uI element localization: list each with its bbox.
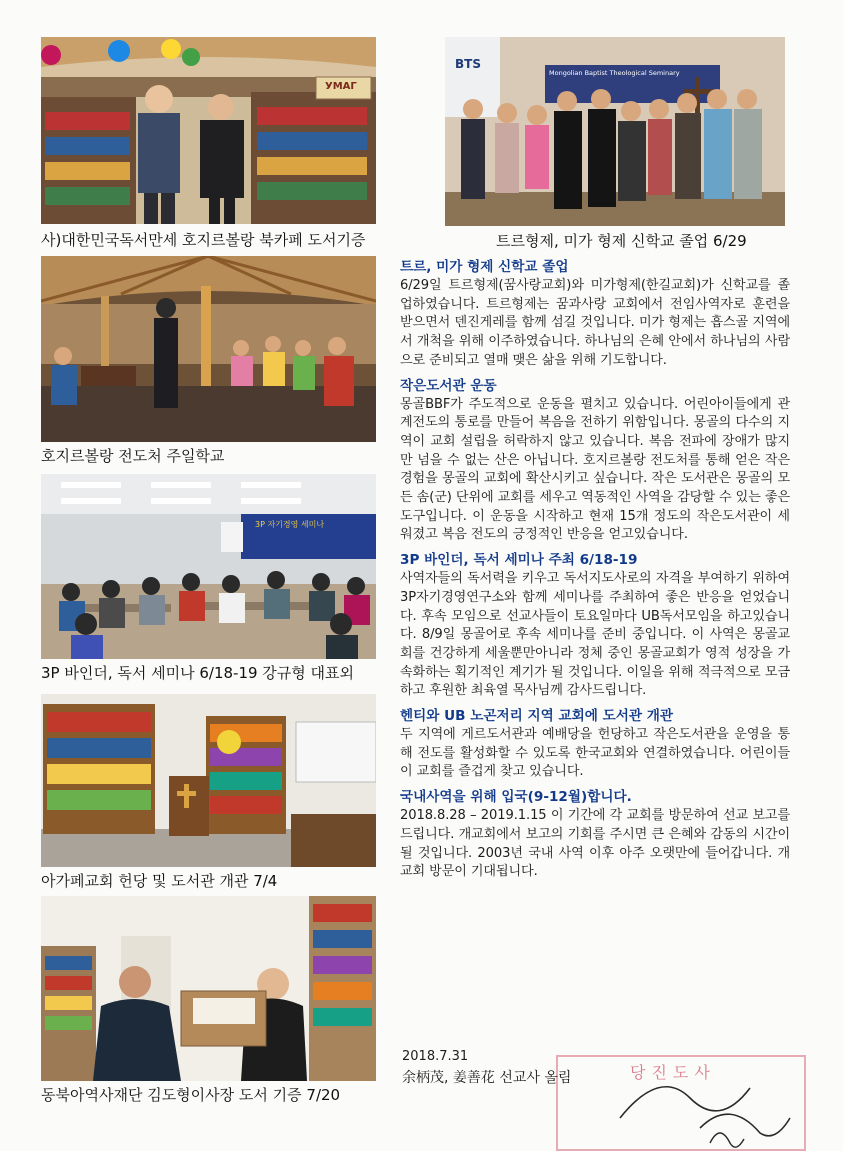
section-title: 헨티와 UB 노곤저리 지역 교회에 도서관 개관 xyxy=(400,708,674,725)
caption-photo-1: 사)대한민국독서만세 호지르볼랑 북카페 도서기증 xyxy=(41,231,366,249)
section-small-library xyxy=(400,377,790,546)
photo-book-cafe-illustration xyxy=(41,37,376,224)
section-body: 2018.8.28 – 2019.1.15 이 기간에 각 교회를 방문하여 선교 보고를 드립니다. 개교회에서 보고의 기회를 주시면 큰 은혜와 감동의 시간이 될 것입니다. 2003년 국내 사역 이후 아주 오랫만에 들어갑니다. 개교회 방문이 기대됩니다. xyxy=(400,808,790,880)
caption-photo-4: 3P 바인더, 독서 세미나 6/18-19 강규형 대표외 xyxy=(41,664,355,682)
seminar-banner: 3P 자기경영 세미나 xyxy=(255,520,325,529)
caption-photo-2: 트르형제, 미가 형제 신학교 졸업 6/29 xyxy=(496,232,747,250)
photo-graduation-illustration xyxy=(445,37,785,226)
section-library-opening xyxy=(400,707,790,782)
bts-sign: BTS xyxy=(455,57,481,71)
photo-sunday-school xyxy=(41,256,376,442)
photo-donation-illustration xyxy=(41,896,376,1081)
section-body: 두 지역에 게르도서관과 예배당을 헌당하고 작은도서관을 운영을 통해 전도를 활성화할 수 있도록 한국교회와 연결하였습니다. 어린이들이 교회를 즐겁게 찾고 있습니다. xyxy=(400,727,790,780)
photo-book-donation xyxy=(41,896,376,1081)
section-title: 국내사역을 위해 입국(9-12월)합니다. xyxy=(400,789,632,806)
caption-photo-3: 호지르볼랑 전도처 주일학교 xyxy=(41,447,225,465)
section-title: 트르, 미가 형제 신학교 졸업 xyxy=(400,259,569,275)
letter-date: 2018.7.31 xyxy=(402,1049,469,1064)
umag-sign: УМАГ xyxy=(325,81,357,92)
section-body: 6/29일 트르형제(꿈사랑교회)와 미가형제(한길교회)가 신학교를 졸업하였습니다. 트르형제는 꿈과사랑 교회에서 전임사역자로 훈련을 받으면서 덴진게레를 함께 섬길 것입니다. 미가 형제는 흡스골 지역에서 개척을 위해 이주하였습니다. 하나님의 은혜 안에서 하나님의 사람으로 준비되고 열매 맺은 삶을 위해 기도합니다. xyxy=(400,278,790,368)
photo-agape-library xyxy=(41,694,376,867)
caption-photo-6: 동북아역사재단 김도형이사장 도서 기증 7/20 xyxy=(41,1086,341,1104)
section-body: 몽골BBF가 주도적으로 운동을 펼치고 있습니다. 어린아이들에게 관계전도의 통로를 만들어 복음을 전하기 위함입니다. 몽골의 다수의 지역이 교회 설립을 허락하지 않고 있습니다. 복음 전파에 장애가 많지만 넘을 수 없는 산은 아닙니다. 호지르볼랑 전도처를 통해 얻은 작은 경험을 몽골의 교회에 확산시키고 싶습니다. 작은 도서관은 몽골의 모든 솜(군) 단위에 교회를 세우고 역동적인 사역을 감당할 수 있는 좋은 도구입니다. 이 운동을 시작하고 현재 15개 정도의 작은도서관이 세워졌고 복음 전도의 긍정적인 반응을 얻고있습니다. xyxy=(400,396,790,543)
handwritten-signature xyxy=(600,1058,800,1148)
news-column xyxy=(400,258,790,888)
photo-reading-seminar xyxy=(41,474,376,659)
letter-signoff: 余柄茂, 姜善花 선교사 올림 xyxy=(402,1070,572,1086)
photo-book-cafe-donation xyxy=(41,37,376,224)
photo-library-illustration xyxy=(41,694,376,867)
caption-photo-5: 아가페교회 헌당 및 도서관 개관 7/4 xyxy=(41,872,278,890)
seal-stamp-text: 당진도사 xyxy=(630,1063,716,1082)
section-title: 3P 바인더, 독서 세미나 주최 6/18-19 xyxy=(400,552,638,569)
section-title: 작은도서관 운동 xyxy=(400,377,497,394)
section-graduation xyxy=(400,258,790,371)
photo-seminary-graduation xyxy=(445,37,785,226)
section-body: 사역자들의 독서력을 키우고 독서지도사로의 자격을 부여하기 위하여 3P자기경영연구소와 함께 세미나를 주최하여 좋은 반응을 얻었습니다. 후속 모임으로 선교사들이 토요일마다 UB독서모임을 하고있습니다. 8/9일 몽골어로 후속 세미나를 준비 중입니다. 이 사역은 몽골교회를 건강하게 세울뿐만아니라 정체 중인 몽골교회가 영적 성장을 가속화하는 획기적인 계기가 될 것입니다. 이일을 위해 적극적으로 모금하고 후원한 최육열 목사님께 감사드립니다. xyxy=(400,571,790,699)
photo-seminar-illustration xyxy=(41,474,376,659)
section-home-visit xyxy=(400,788,790,882)
seminary-banner: Mongolian Baptist Theological Seminary xyxy=(549,69,680,77)
photo-ger-illustration xyxy=(41,256,376,442)
section-3p-seminar xyxy=(400,551,790,701)
